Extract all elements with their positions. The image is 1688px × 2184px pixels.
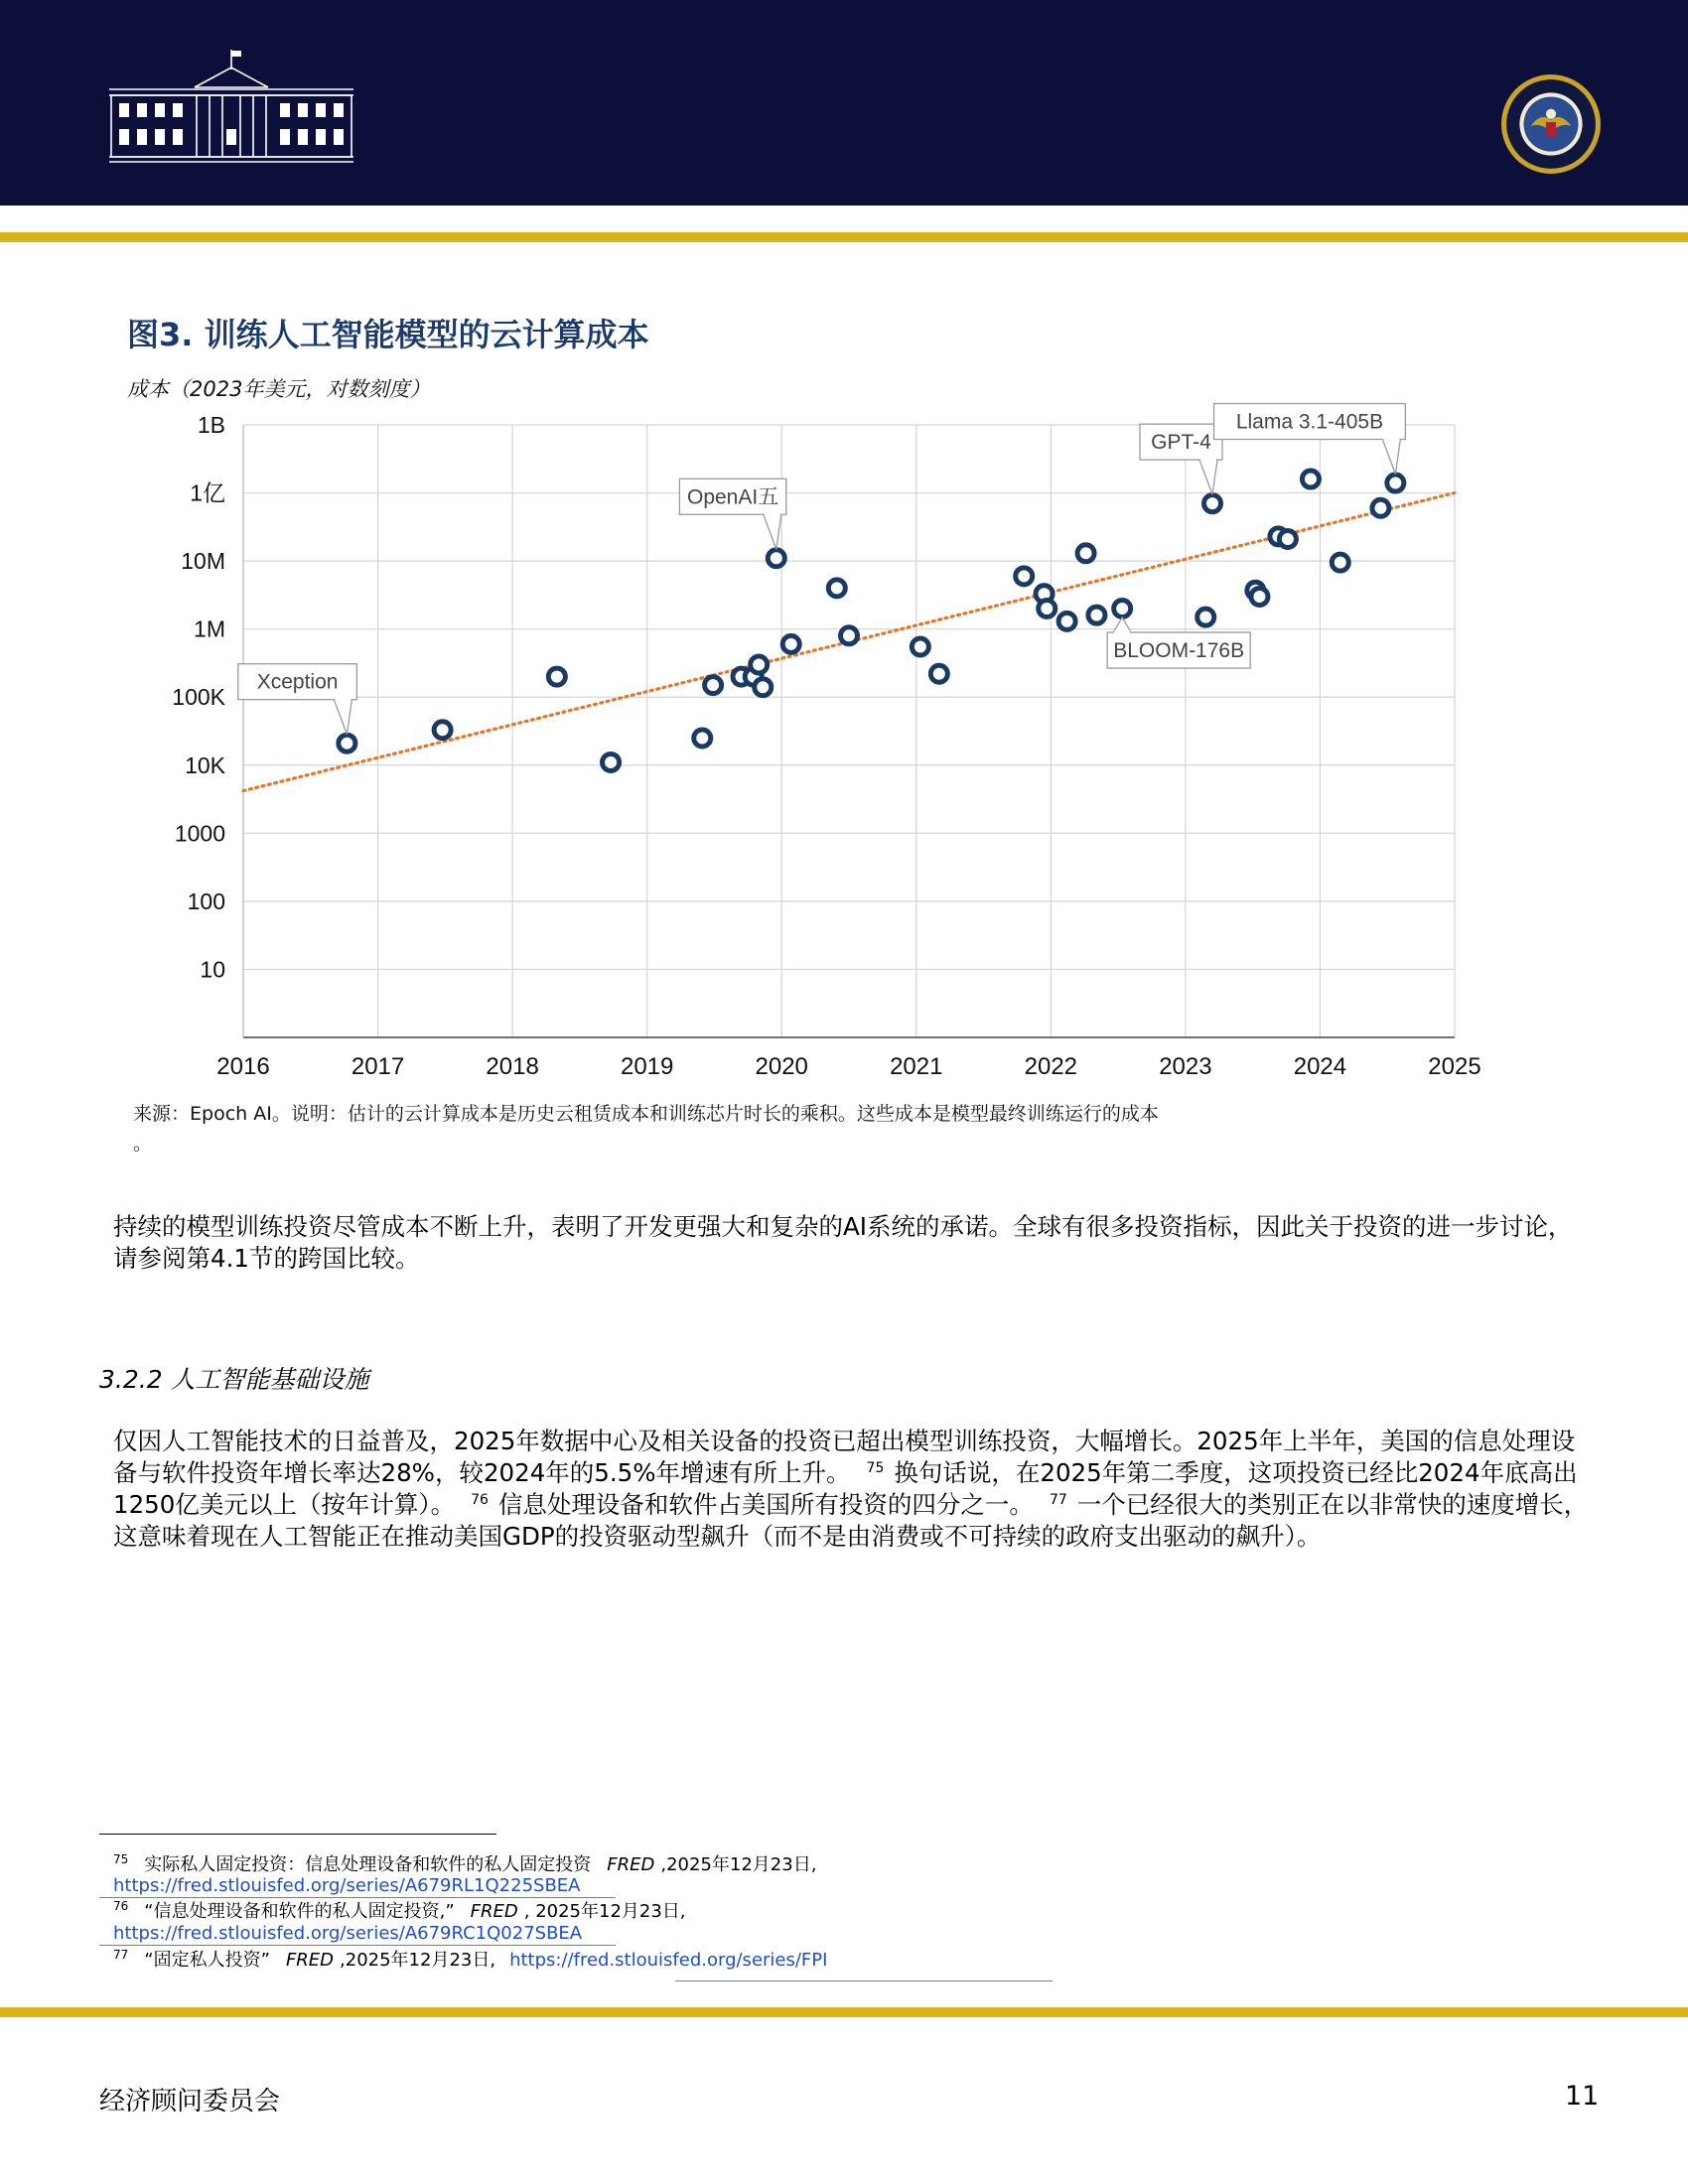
footnote-77 <box>113 1946 827 1972</box>
callout-label: BLOOM-176B <box>1113 639 1245 663</box>
footnote-text: “固定私人投资” <box>144 1950 270 1971</box>
callout-joint <box>1200 458 1216 462</box>
footnote-source: FRED <box>470 1901 518 1922</box>
footnote-75-link[interactable]: https://fred.stlouisfed.org/series/A679RL1Q225SBEA <box>113 1875 581 1896</box>
callout-pointer <box>764 514 781 549</box>
header-rule <box>0 232 1688 242</box>
x-tick-label: 2019 <box>620 1053 674 1080</box>
data-point <box>705 677 722 694</box>
y-tick-label: 10 <box>200 956 225 983</box>
footnote-number: 77 <box>113 1948 129 1962</box>
footnote-text: “信息处理设备和软件的私人固定投资,” <box>144 1901 455 1922</box>
figure-source <box>133 1099 1344 1159</box>
x-tick-label: 2023 <box>1159 1053 1212 1080</box>
data-point <box>1332 554 1348 571</box>
y-tick-label: 1M <box>194 615 225 642</box>
y-tick-label: 10M <box>181 548 225 575</box>
callout-label: Llama 3.1-405B <box>1235 410 1384 434</box>
y-tick-label: 10K <box>185 751 225 778</box>
y-axis-unit-label: 成本（2023年美元，对数刻度） <box>127 377 431 401</box>
footnote-ref-76[interactable]: 76 <box>471 1491 489 1508</box>
data-point <box>1077 545 1094 562</box>
paragraph-text: 信息处理设备和软件占美国所有投资的四分之一。 <box>497 1490 1034 1519</box>
callout-joint <box>335 698 351 702</box>
data-point <box>434 722 451 739</box>
y-tick-label: 1B <box>197 412 225 438</box>
footnote-ref-77[interactable]: 77 <box>1049 1491 1067 1508</box>
footnote-date: ,2025年12月23日, <box>340 1950 496 1971</box>
data-point <box>768 550 784 567</box>
figure-source-text: 来源：Epoch AI。说明：估计的云计算成本是历史云租赁成本和训练芯片时长的乘积。这些成本是模型最终训练运行的成本 <box>133 1103 1159 1125</box>
data-point <box>1251 588 1268 605</box>
x-tick-label: 2022 <box>1024 1053 1078 1080</box>
data-point <box>1197 609 1214 625</box>
x-tick-label: 2025 <box>1428 1053 1481 1080</box>
executive-office-seal-icon <box>1500 73 1602 175</box>
footnote-76-link[interactable]: https://fred.stlouisfed.org/series/A679RC1Q027SBEA <box>113 1923 583 1944</box>
footnote-76 <box>113 1897 686 1923</box>
data-point <box>1372 499 1389 516</box>
y-tick-label: 100K <box>172 684 225 711</box>
footnote-number: 76 <box>113 1899 129 1913</box>
paragraph-text: 仅因人工智能技术的日益普及，2025年数据中心及相关设备的投资已超出模型训练投资，大幅增长。2025年上半年，美国的信息处理设备与软件投资年增长率达28%，较2024年的5.5%年增速有所上升。 <box>113 1427 1576 1487</box>
section-heading: 3.2.2 人工智能基础设施 <box>99 1365 369 1394</box>
x-tick-label: 2017 <box>351 1053 405 1080</box>
callout-pointer <box>1382 440 1400 475</box>
data-point <box>1088 607 1105 623</box>
callout-pointer <box>1199 460 1217 494</box>
callout-label: OpenAI五 <box>686 485 779 509</box>
chart-container <box>149 402 1509 1097</box>
figure-source-tail: 。 <box>133 1133 153 1155</box>
footnote-source: FRED <box>607 1854 655 1875</box>
footnote-75 <box>113 1850 816 1876</box>
x-tick-label: 2018 <box>486 1053 539 1080</box>
data-point <box>1302 471 1319 487</box>
callout-label: GPT-4 <box>1151 431 1211 455</box>
y-tick-label: 100 <box>187 887 225 914</box>
data-point <box>751 656 768 673</box>
y-tick-label: 1000 <box>174 820 225 847</box>
link-underline <box>675 1980 1053 1981</box>
data-point <box>1039 601 1055 617</box>
footnote-date: ,2025年12月23日, <box>660 1854 817 1875</box>
data-point <box>828 580 845 597</box>
data-point <box>841 627 858 644</box>
callout-label: Xception <box>256 670 339 694</box>
x-tick-label: 2020 <box>755 1053 808 1080</box>
data-point <box>1114 601 1131 617</box>
paragraph-infrastructure <box>113 1426 1593 1553</box>
page-number: 11 <box>1565 2081 1600 2112</box>
paragraph-text: 换句话说，在2025年第二季度，这项投资已经比2024年底高出1250亿美元以上（按年计算）。 <box>113 1458 1578 1519</box>
footer-org: 经济顾问委员会 <box>99 2087 281 2116</box>
x-tick-label: 2024 <box>1293 1053 1347 1080</box>
callout-joint <box>1114 630 1130 634</box>
paragraph-text: 一个已经很大的类别正在以非常快的速度增长，这意味着现在人工智能正在推动美国GDP的投资驱动型飙升（而不是由消费或不可持续的政府支出驱动的飙升）。 <box>113 1490 1589 1551</box>
callout-pointer <box>1113 617 1131 632</box>
data-point <box>694 730 711 747</box>
footnote-ref-75[interactable]: 75 <box>866 1459 885 1476</box>
data-point <box>930 665 947 682</box>
data-point <box>912 638 928 655</box>
data-point <box>782 635 799 652</box>
data-point <box>755 679 772 696</box>
data-point <box>1204 495 1221 512</box>
footnote-text: 实际私人固定投资：信息处理设备和软件的私人固定投资 <box>144 1854 592 1875</box>
x-tick-label: 2021 <box>890 1053 943 1080</box>
footnote-77-link[interactable]: https://fred.stlouisfed.org/series/FPI <box>509 1950 828 1971</box>
footnote-number: 75 <box>113 1852 129 1866</box>
data-point <box>1058 613 1075 629</box>
footnote-rule <box>99 1834 496 1835</box>
footnote-date: , 2025年12月23日, <box>523 1901 686 1922</box>
data-point <box>548 668 565 685</box>
data-point <box>339 735 355 751</box>
footnote-source: FRED <box>285 1950 335 1971</box>
white-house-icon <box>107 48 355 165</box>
figure-title: 图3. 训练人工智能模型的云计算成本 <box>127 316 649 353</box>
data-point <box>1016 568 1033 585</box>
x-tick-label: 2016 <box>216 1053 270 1080</box>
y-tick-label: 1亿 <box>190 479 225 506</box>
callout-joint <box>1383 438 1399 442</box>
paragraph-investment: 持续的模型训练投资尽管成本不断上升，表明了开发更强大和复杂的AI系统的承诺。全球有很多投资指标，因此关于投资的进一步讨论，请参阅第4.1节的跨国比较。 <box>113 1212 1573 1273</box>
footer-rule <box>0 2007 1688 2017</box>
callout-pointer <box>334 700 352 735</box>
data-point <box>603 753 620 770</box>
cost-scatter-chart <box>149 402 1509 1097</box>
data-point <box>1279 531 1296 548</box>
callout-joint <box>765 512 780 516</box>
data-point <box>1387 475 1404 491</box>
